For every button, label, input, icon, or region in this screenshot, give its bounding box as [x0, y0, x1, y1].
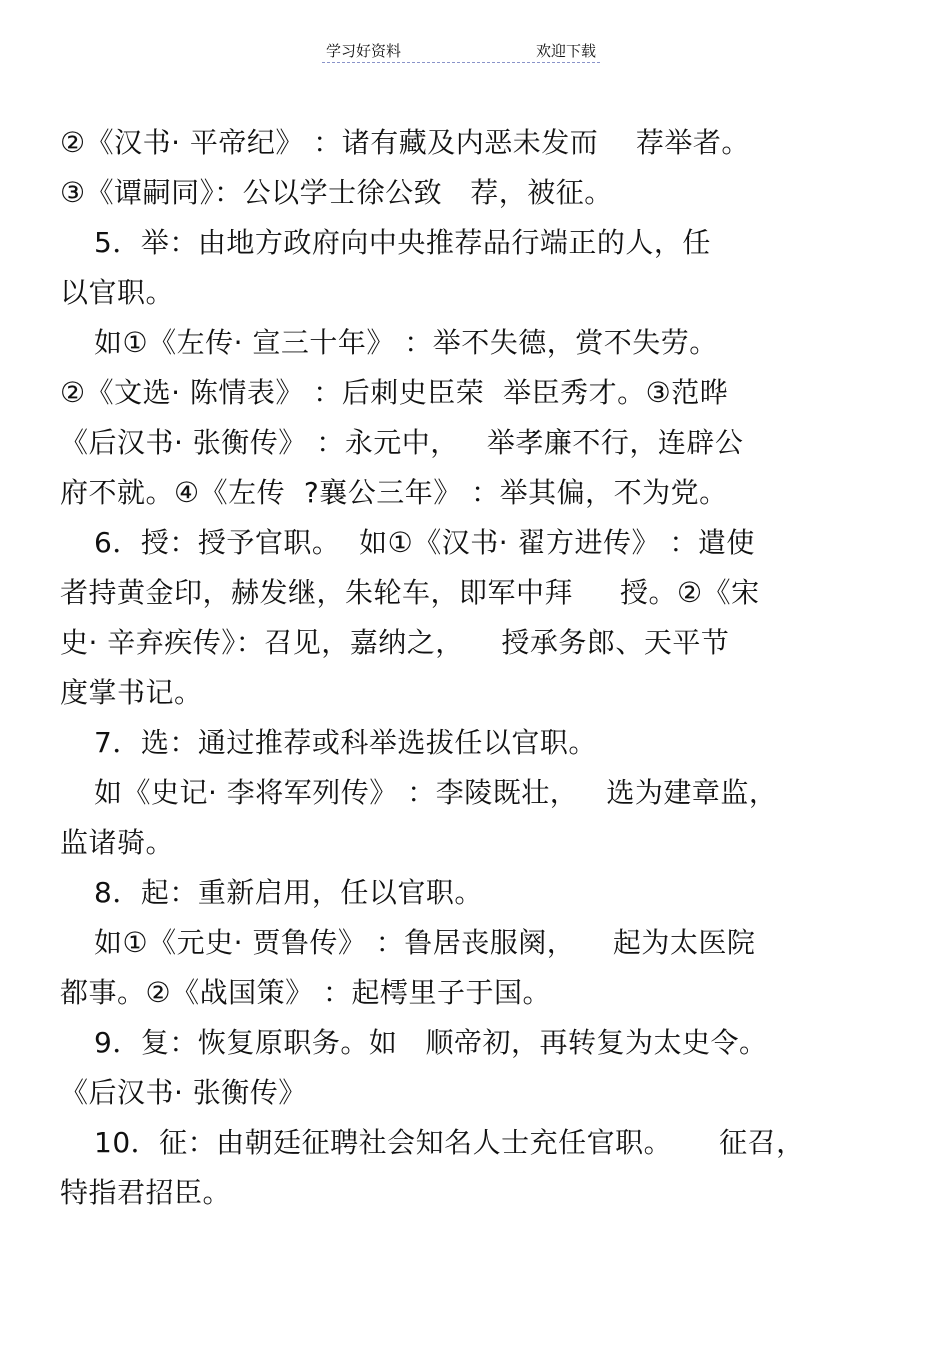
- text-line: 如①《元史· 贾鲁传》 ：鲁居丧服阕， 起为太医院: [94, 926, 756, 959]
- text-line: 以官职。: [60, 276, 175, 309]
- section-heading-6: 6．授：授予官职。 如①《汉书· 翟方进传》 ：遣使: [94, 526, 755, 559]
- text-line: 者持黄金印，赫发继，朱轮车，即军中拜 授。②《宋: [60, 576, 760, 609]
- section-heading-5: 5．举：由地方政府向中央推荐品行端正的人，任: [94, 226, 711, 259]
- text-line: ③《谭嗣同》：公以学士徐公致 荐，被征。: [60, 176, 613, 209]
- page-header: [322, 40, 600, 63]
- text-line: ②《汉书· 平帝纪》 ：诸有藏及内恶未发而 荐举者。: [60, 126, 750, 159]
- header-right-text: 欢迎下载: [535, 42, 596, 60]
- document-body: [60, 118, 880, 1218]
- text-line: 度掌书记。: [60, 676, 203, 709]
- section-heading-10: 10．征：由朝廷征聘社会知名人士充任官职。 征召，: [94, 1126, 805, 1159]
- text-line: 《后汉书· 张衡传》 ：永元中， 举孝廉不行，连辟公: [60, 426, 744, 459]
- text-line: 监诸骑。: [60, 826, 175, 859]
- text-line: 府不就。④《左传 ?襄公三年》 ：举其偏，不为党。: [60, 476, 728, 509]
- text-line: 特指君招臣。: [60, 1176, 232, 1209]
- section-heading-8: 8．起：重新启用，任以官职。: [94, 876, 483, 909]
- text-line: ②《文选· 陈情表》 ：后刺史臣荣 举臣秀才。③范晔: [60, 376, 729, 409]
- section-heading-7: 7．选：通过推荐或科举选拔任以官职。: [94, 726, 597, 759]
- header-left-text: 学习好资料: [326, 42, 402, 60]
- text-line: 《后汉书· 张衡传》: [60, 1076, 307, 1109]
- section-heading-9: 9．复：恢复原职务。如 顺帝初，再转复为太史令。: [94, 1026, 768, 1059]
- text-line: 史· 辛弃疾传》：召见，嘉纳之， 授承务郎、天平节: [60, 626, 730, 659]
- text-line: 如①《左传· 宣三十年》 ：举不失德，赏不失劳。: [94, 326, 718, 359]
- text-line: 如《史记· 李将军列传》 ：李陵既壮， 选为建章监，: [94, 776, 778, 809]
- text-line: 都事。②《战国策》 ：起樗里子于国。: [60, 976, 552, 1009]
